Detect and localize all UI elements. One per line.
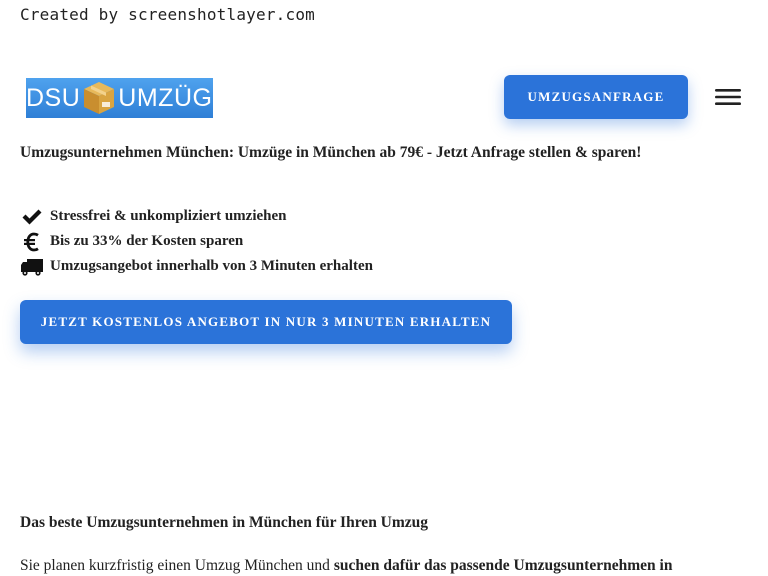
intro-text-bold: suchen dafür das passende Umzugsunternehmen in bbox=[333, 557, 673, 574]
site-header bbox=[0, 70, 768, 126]
feature-text: Bis zu 33% der Kosten sparen bbox=[50, 233, 244, 249]
section-title: Das beste Umzugsunternehmen in München für Ihren Umzug bbox=[20, 514, 429, 531]
feature-item bbox=[20, 254, 373, 279]
feature-list bbox=[20, 204, 373, 279]
intro-text: Sie planen kurzfristig einen Umzug München und bbox=[20, 557, 334, 574]
umzugsanfrage-button[interactable]: UMZUGSANFRAGE bbox=[504, 75, 688, 119]
logo-text-right: UMZÜGE bbox=[118, 84, 230, 112]
feature-item bbox=[20, 204, 373, 229]
watermark-text: Created by screenshotlayer.com bbox=[20, 5, 315, 24]
feature-text: Umzugsangebot innerhalb von 3 Minuten erhalten bbox=[50, 258, 373, 274]
hamburger-menu-icon[interactable] bbox=[713, 84, 743, 110]
feature-item bbox=[20, 229, 373, 254]
euro-icon bbox=[20, 232, 44, 252]
site-logo[interactable] bbox=[26, 78, 230, 118]
page-headline: Umzugsunternehmen München: Umzüge in München ab 79€ - Jetzt Anfrage stellen & sparen! bbox=[20, 144, 642, 161]
cardboard-box-icon bbox=[82, 80, 116, 116]
intro-paragraph bbox=[20, 557, 672, 575]
free-quote-button[interactable]: JETZT KOSTENLOS ANGEBOT IN NUR 3 MINUTEN ERHALTEN bbox=[20, 300, 512, 344]
feature-text: Stressfrei & unkompliziert umziehen bbox=[50, 208, 287, 224]
logo-text-left: DSU bbox=[26, 84, 81, 112]
truck-icon bbox=[20, 257, 44, 277]
checkmark-icon bbox=[20, 207, 44, 227]
